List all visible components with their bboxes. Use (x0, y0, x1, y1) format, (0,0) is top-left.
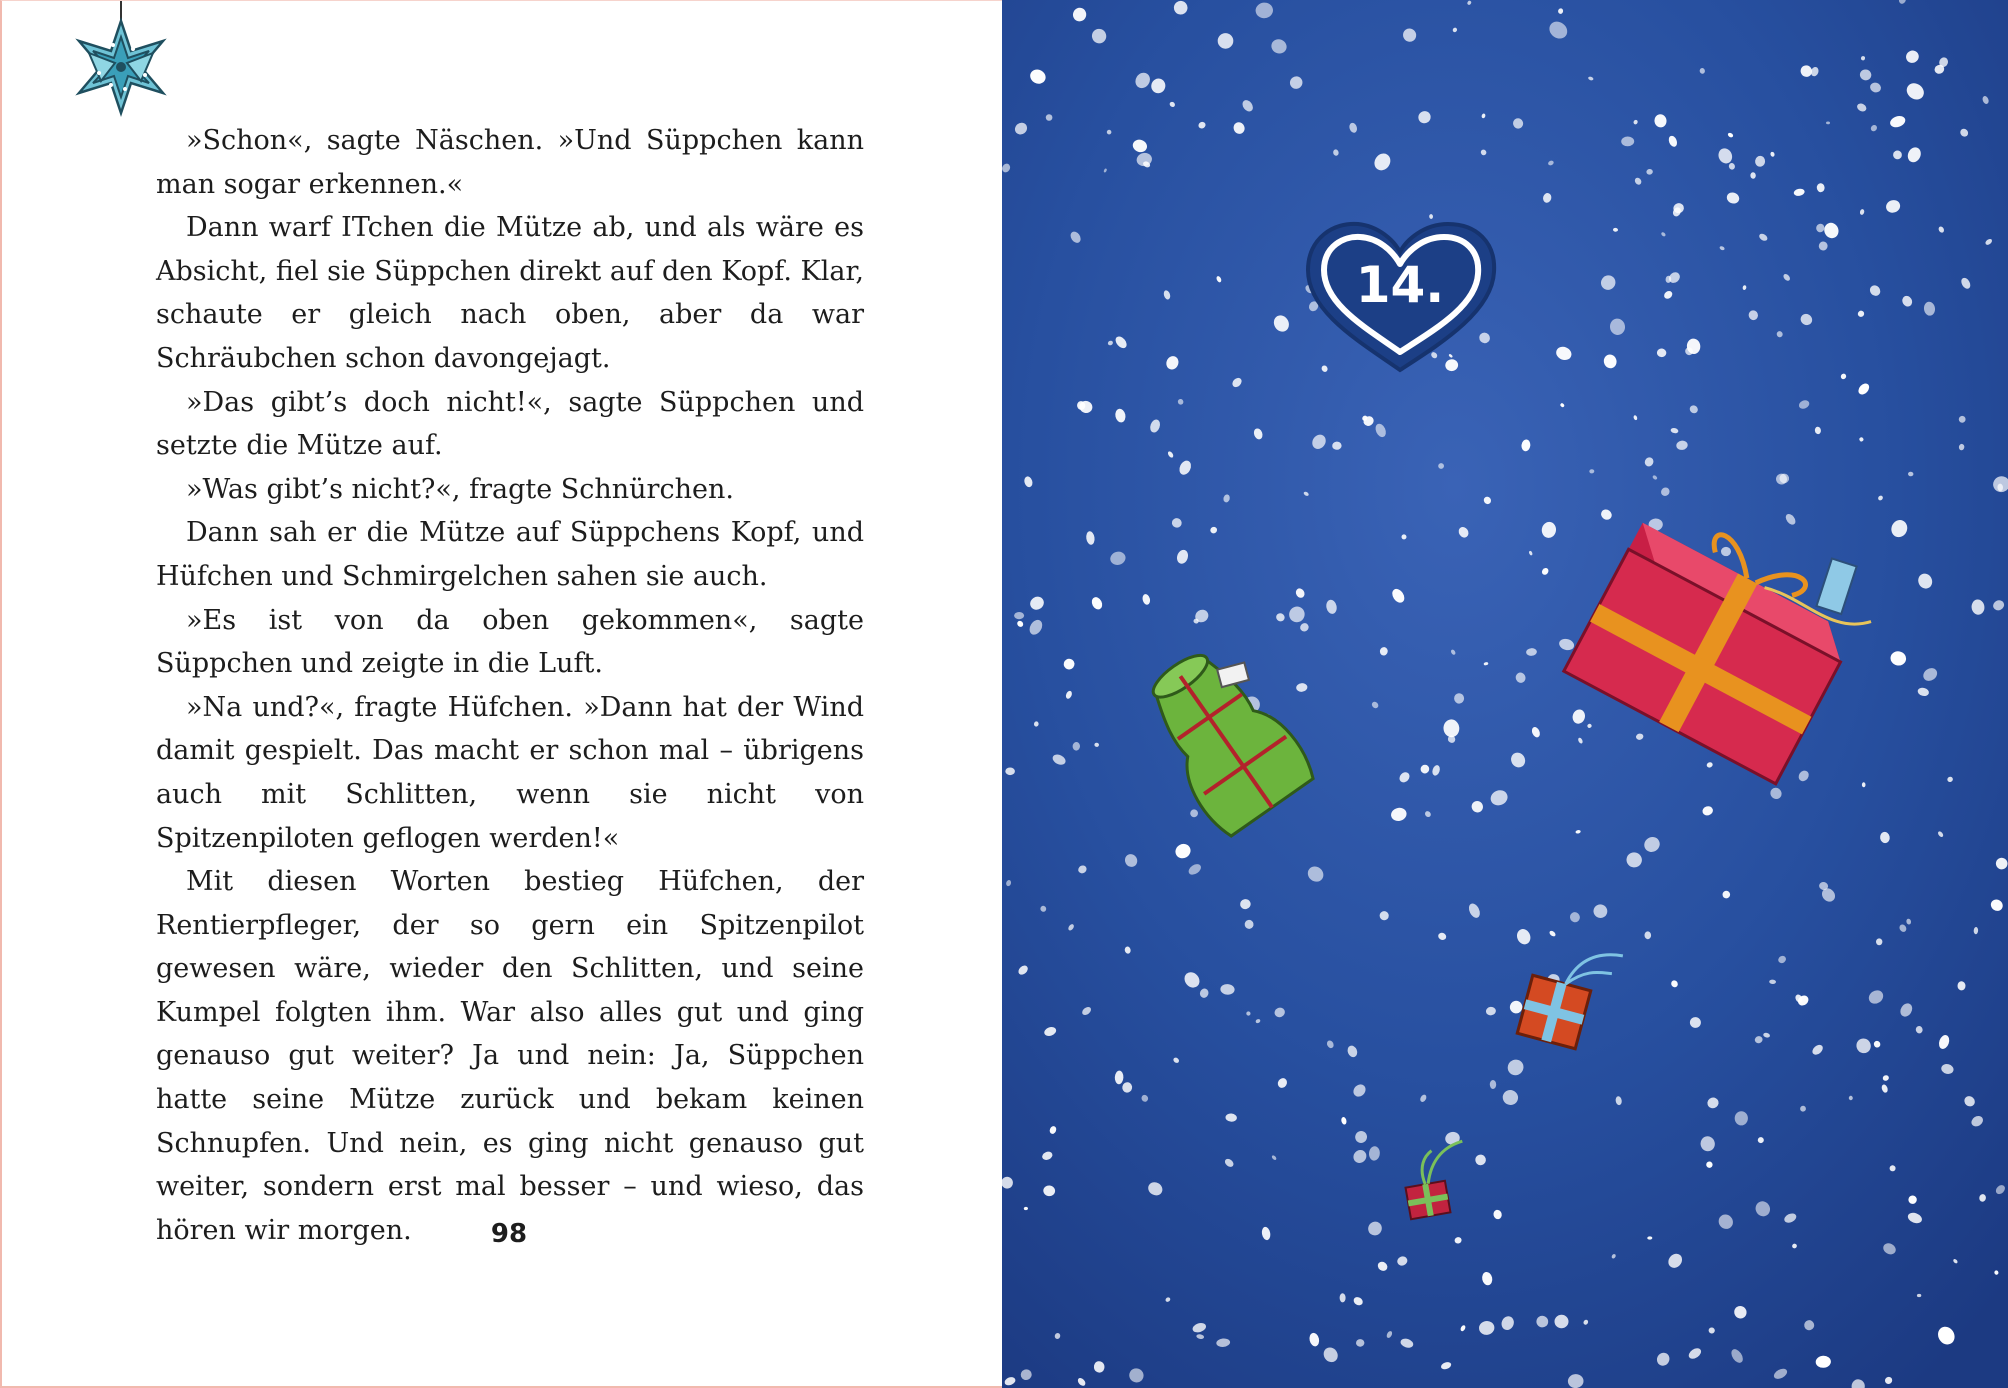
paragraph: »Das gibt’s doch nicht!«, sagte Süppchen und setzte die Mütze auf. (156, 386, 864, 462)
paper-star-ornament-icon (66, 1, 176, 121)
day-badge-number: 14. (1355, 256, 1445, 314)
snowflake (1218, 33, 1234, 49)
right-page-illustration (1002, 0, 2008, 1388)
paragraph: »Schon«, sagte Näschen. »Und Süppchen kann man sogar erkennen.« (156, 125, 864, 200)
paragraph: Dann warf ITchen die Mütze ab, und als wäre es Absicht, fiel sie Süppchen direkt auf den Kopf. Klar, schaute er gleich nach oben, aber da war Schräubchen schon davongejagt. (156, 212, 864, 374)
paragraph: »Es ist von da oben gekommen«, sagte Süppchen und zeigte in die Luft. (156, 604, 864, 680)
paragraph: »Was gibt’s nicht?«, fragte Schnürchen. (186, 473, 734, 505)
paragraph: Mit diesen Worten bestieg Hüfchen, der Rentierpfleger, der so gern ein Spitzenpilot gewesen wäre, wieder den Schlitten, und seine Kumpel folgten ihm. War also alles gut und ging genauso gut weiter? Ja und nein: Ja, Süppchen hatte seine Mütze zurück und bekam keinen Schnupfen. Und nein, es ging nicht genauso gut weiter, sondern erst mal besser – und wieso, das hören wir morgen. (156, 866, 864, 1246)
left-page (0, 0, 1002, 1388)
snowflake (1876, 938, 1882, 945)
snowflake (1735, 1111, 1748, 1125)
paragraph: Dann sah er die Mütze auf Süppchens Kopf, und Hüfchen und Schmirgelchen sahen sie auch. (156, 517, 864, 592)
snowflake (1849, 1096, 1853, 1100)
page-number: 98 (490, 1219, 528, 1249)
paragraph: »Na und?«, fragte Hüfchen. »Dann hat der Wind damit gespielt. Das macht er schon mal – übrigens auch mit Schlitten, wenn sie nicht von Spitzenpiloten geflogen werden!« (156, 691, 864, 854)
snowflake (1014, 612, 1024, 619)
falling-presents-illustration (1002, 0, 2008, 1388)
story-text (156, 119, 864, 1252)
